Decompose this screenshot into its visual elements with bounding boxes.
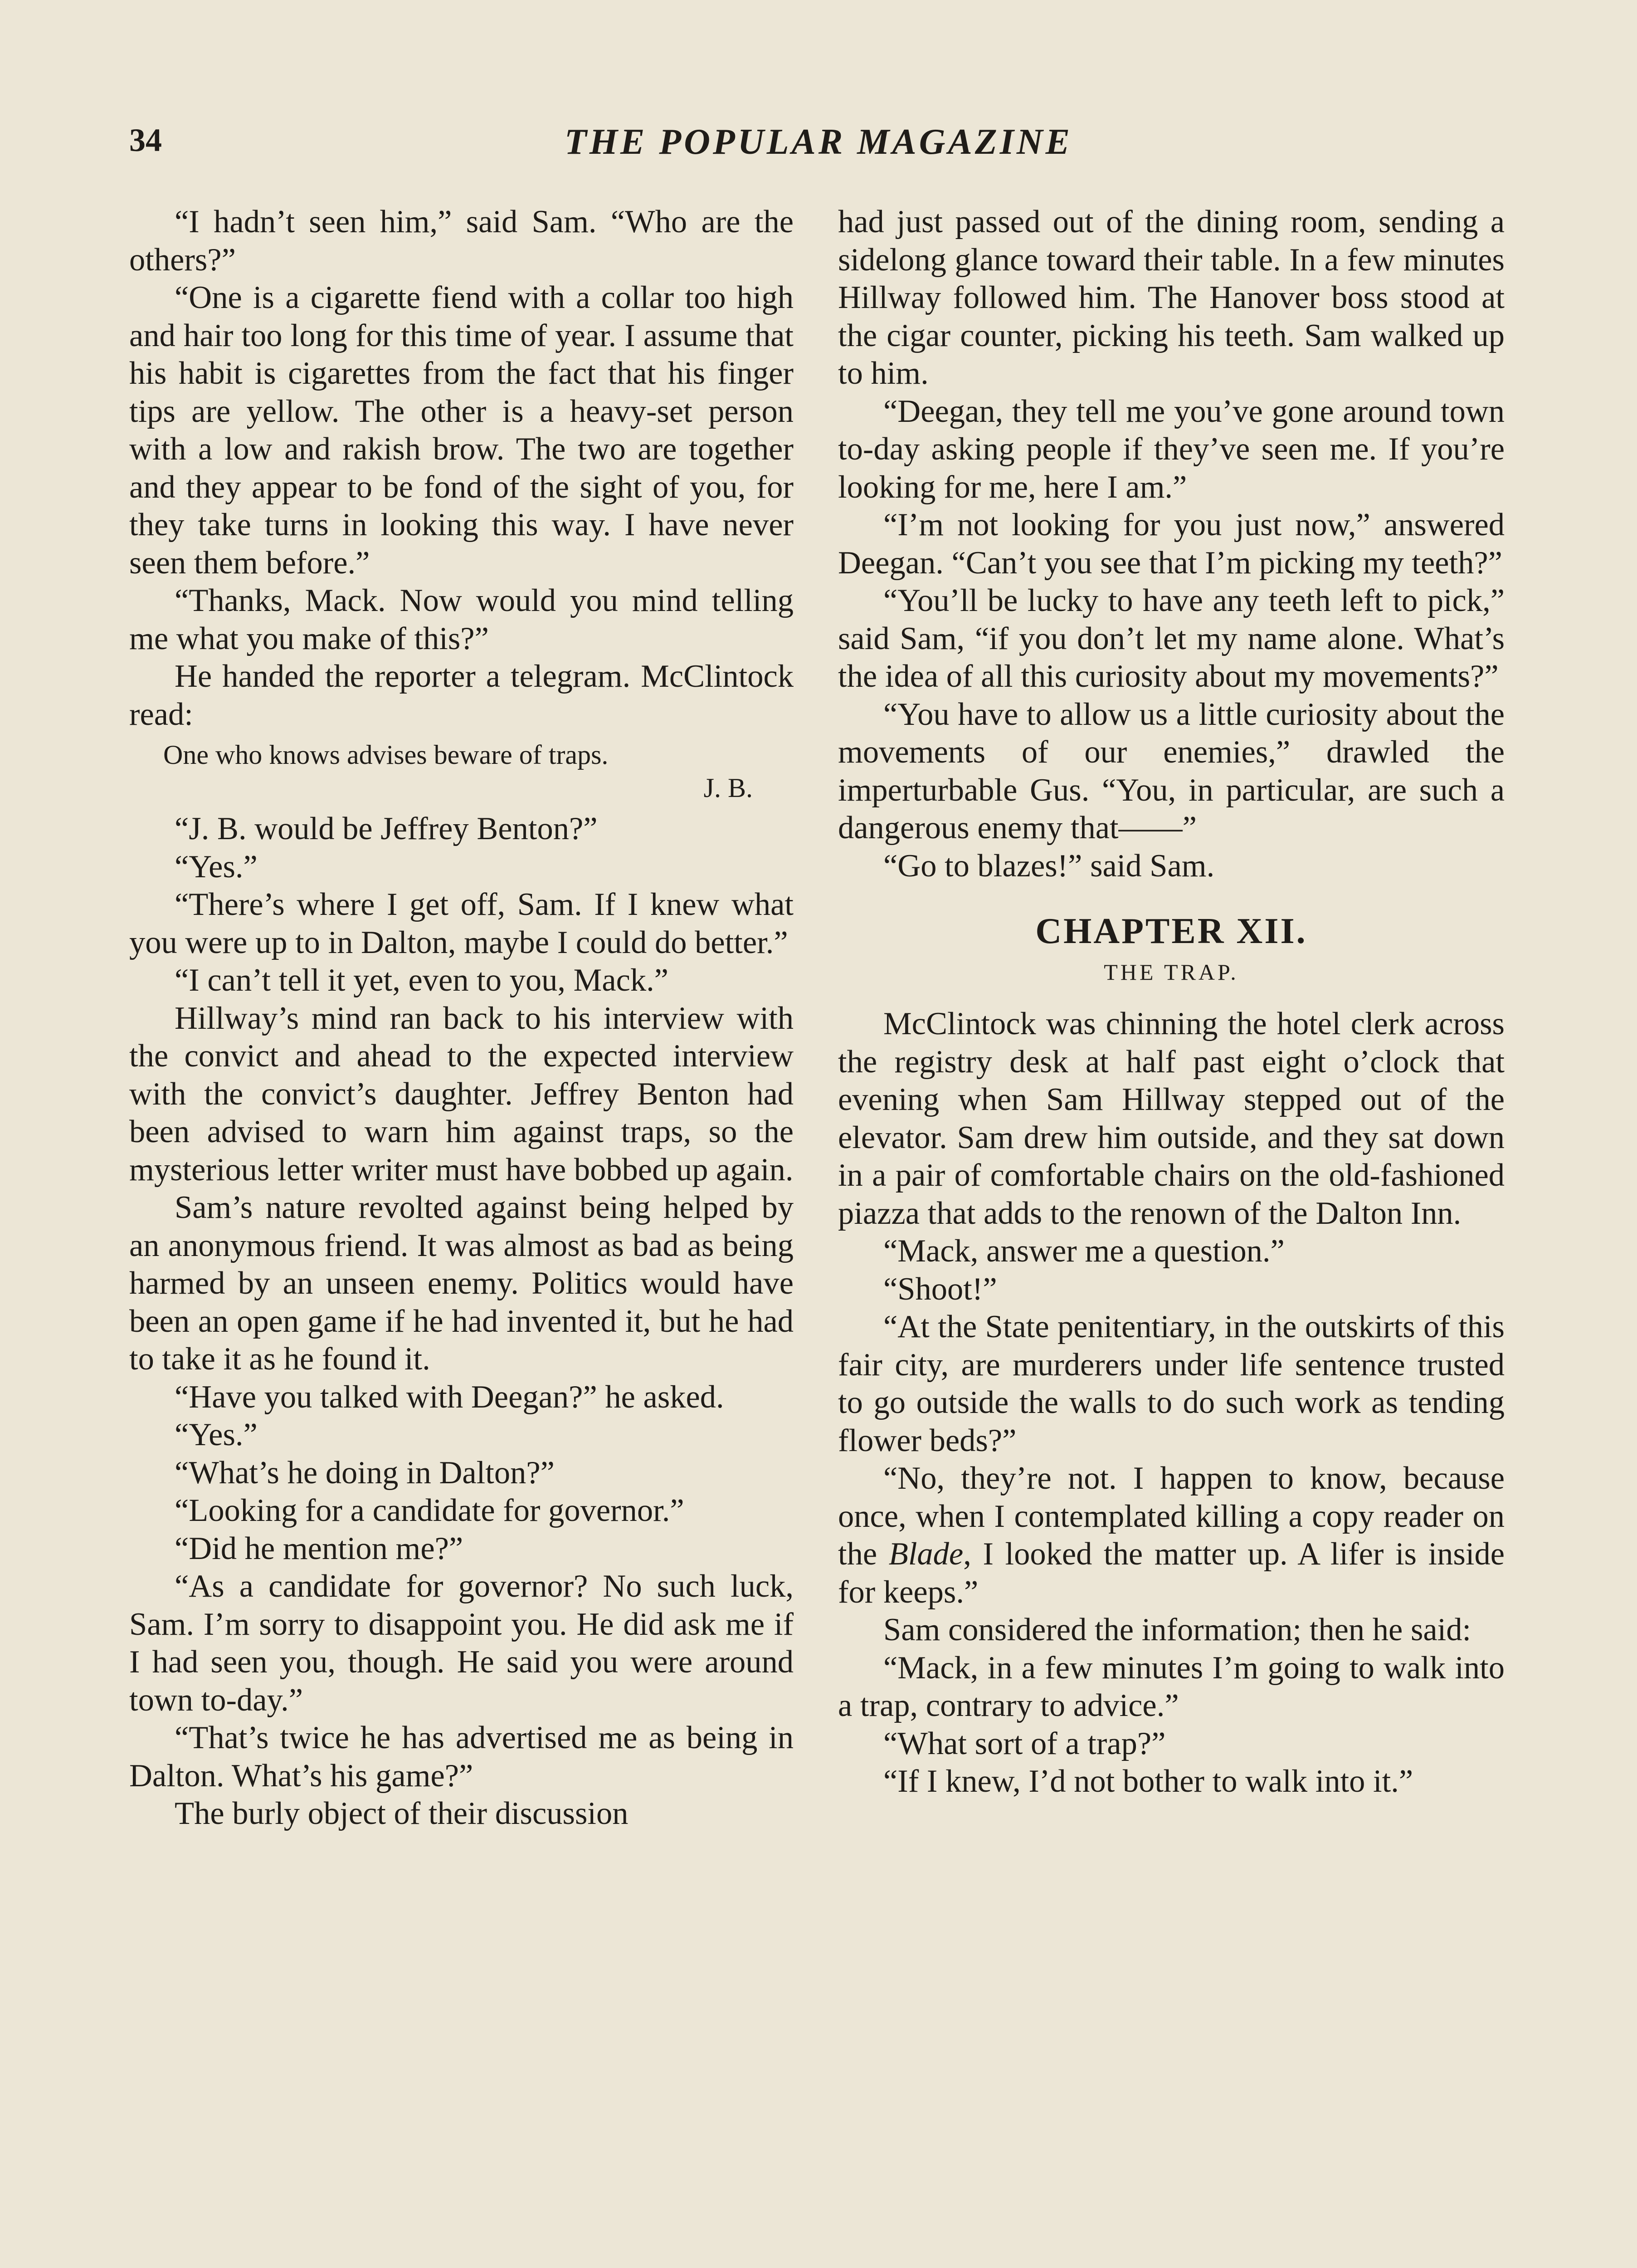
- paragraph: “You have to allow us a little curiosity about the movements of our enemies,” drawled the imperturbable Gus. “You, in particular, are such a dangerous enemy that——”: [838, 696, 1505, 846]
- chapter-title: CHAPTER XII.: [1035, 911, 1307, 951]
- paragraph: “I’m not looking for you just now,” answered Deegan. “Can’t you see that I’m picking my teeth?”: [838, 507, 1505, 581]
- telegram-text: One who knows advises beware of traps.: [163, 740, 609, 770]
- left-column: [129, 203, 794, 1833]
- paragraph: “Thanks, Mack. Now would you mind telling me what you make of this?”: [129, 583, 794, 656]
- right-column: [838, 203, 1505, 1801]
- paragraph: “Mack, answer me a question.”: [883, 1233, 1285, 1269]
- paragraph: “Looking for a candidate for governor.”: [175, 1493, 684, 1528]
- paragraph-text: “No, they’re not. I happen to know, because once, when I contemplated killing a copy reader on the: [838, 1461, 1505, 1572]
- paragraph: McClintock was chinning the hotel clerk across the registry desk at half past eight o’clock that evening when Sam Hillway stepped out of the elevator. Sam drew him outside, and they sat down in a pair of comfortable chairs on the old-fashioned piazza that adds to the renown of the Dalton Inn.: [838, 1006, 1505, 1231]
- paragraph: “Go to blazes!” said Sam.: [883, 848, 1215, 884]
- paragraph: The burly object of their discussion: [175, 1796, 628, 1831]
- paragraph: “One is a cigarette fiend with a collar too high and hair too long for this time of year. I assume that his habit is cigarettes from the fact that his finger tips are yellow. The other is a heavy-set person with a low and rakish brow. The two are together and they appear to be fond of the sight of you, for they take turns in looking this way. I have never seen them before.”: [129, 280, 794, 581]
- paragraph: “Did he mention me?”: [175, 1530, 463, 1566]
- paragraph-text: , I looked the matter up. A lifer is inside for keeps.”: [838, 1536, 1505, 1610]
- paragraph: “Yes.”: [175, 849, 258, 885]
- paragraph: “What’s he doing in Dalton?”: [175, 1455, 555, 1491]
- paragraph: “I can’t tell it yet, even to you, Mack.”: [175, 963, 669, 998]
- paragraph: “Mack, in a few minutes I’m going to walk into a trap, contrary to advice.”: [838, 1650, 1505, 1723]
- paragraph: “Have you talked with Deegan?” he asked.: [175, 1379, 724, 1415]
- telegram-signature: J. B.: [703, 773, 753, 803]
- paragraph: He handed the reporter a telegram. McClintock read:: [129, 659, 794, 732]
- page-header: [129, 122, 1508, 171]
- newspaper-name: Blade: [888, 1536, 964, 1572]
- running-title: THE POPULAR MAGAZINE: [564, 122, 1073, 162]
- paragraph: had just passed out of the dining room, sending a sidelong glance toward their table. In a few minutes Hillway followed him. The Hanover boss stood at the cigar counter, picking his teeth. Sam walked up to him.: [838, 204, 1505, 391]
- paragraph: “Deegan, they tell me you’ve gone around town to-day asking people if they’ve seen me. If you’re looking for me, here I am.”: [838, 393, 1505, 505]
- paragraph: Sam’s nature revolted against being helped by an anonymous friend. It was almost as bad as being harmed by an unseen enemy. Politics would have been an open game if he had invented it, but he had to take it as he found it.: [129, 1190, 794, 1377]
- paragraph: “What sort of a trap?”: [883, 1725, 1166, 1761]
- paragraph: “Shoot!”: [883, 1271, 997, 1307]
- paragraph: “As a candidate for governor? No such luck, Sam. I’m sorry to disappoint you. He did ask me if I had seen you, though. He said you were around town to-day.”: [129, 1569, 794, 1718]
- paragraph: “If I knew, I’d not bother to walk into it.”: [883, 1764, 1413, 1799]
- paragraph: “J. B. would be Jeffrey Benton?”: [175, 811, 598, 846]
- paragraph: “That’s twice he has advertised me as being in Dalton. What’s his game?”: [129, 1720, 794, 1794]
- paragraph: “There’s where I get off, Sam. If I knew what you were up to in Dalton, maybe I could do better.”: [129, 887, 794, 960]
- paragraph: [838, 1460, 1505, 1611]
- paragraph: “You’ll be lucky to have any teeth left to pick,” said Sam, “if you don’t let my name alone. What’s the idea of all this curiosity about my movements?”: [838, 583, 1505, 694]
- paragraph: “I hadn’t seen him,” said Sam. “Who are the others?”: [129, 204, 794, 278]
- paragraph: “Yes.”: [175, 1417, 258, 1452]
- paragraph: Hillway’s mind ran back to his interview with the convict and ahead to the expected interview with the convict’s daughter. Jeffrey Benton had been advised to warn him against traps, so the mysterious letter writer must have bobbed up again.: [129, 1000, 794, 1188]
- paragraph: Sam considered the information; then he said:: [883, 1612, 1471, 1647]
- page-number: 34: [129, 122, 162, 158]
- chapter-subtitle: THE TRAP.: [1104, 959, 1239, 985]
- paragraph: “At the State penitentiary, in the outskirts of this fair city, are murderers under life sentence trusted to go outside the walls to do such work as tending flower beds?”: [838, 1309, 1505, 1458]
